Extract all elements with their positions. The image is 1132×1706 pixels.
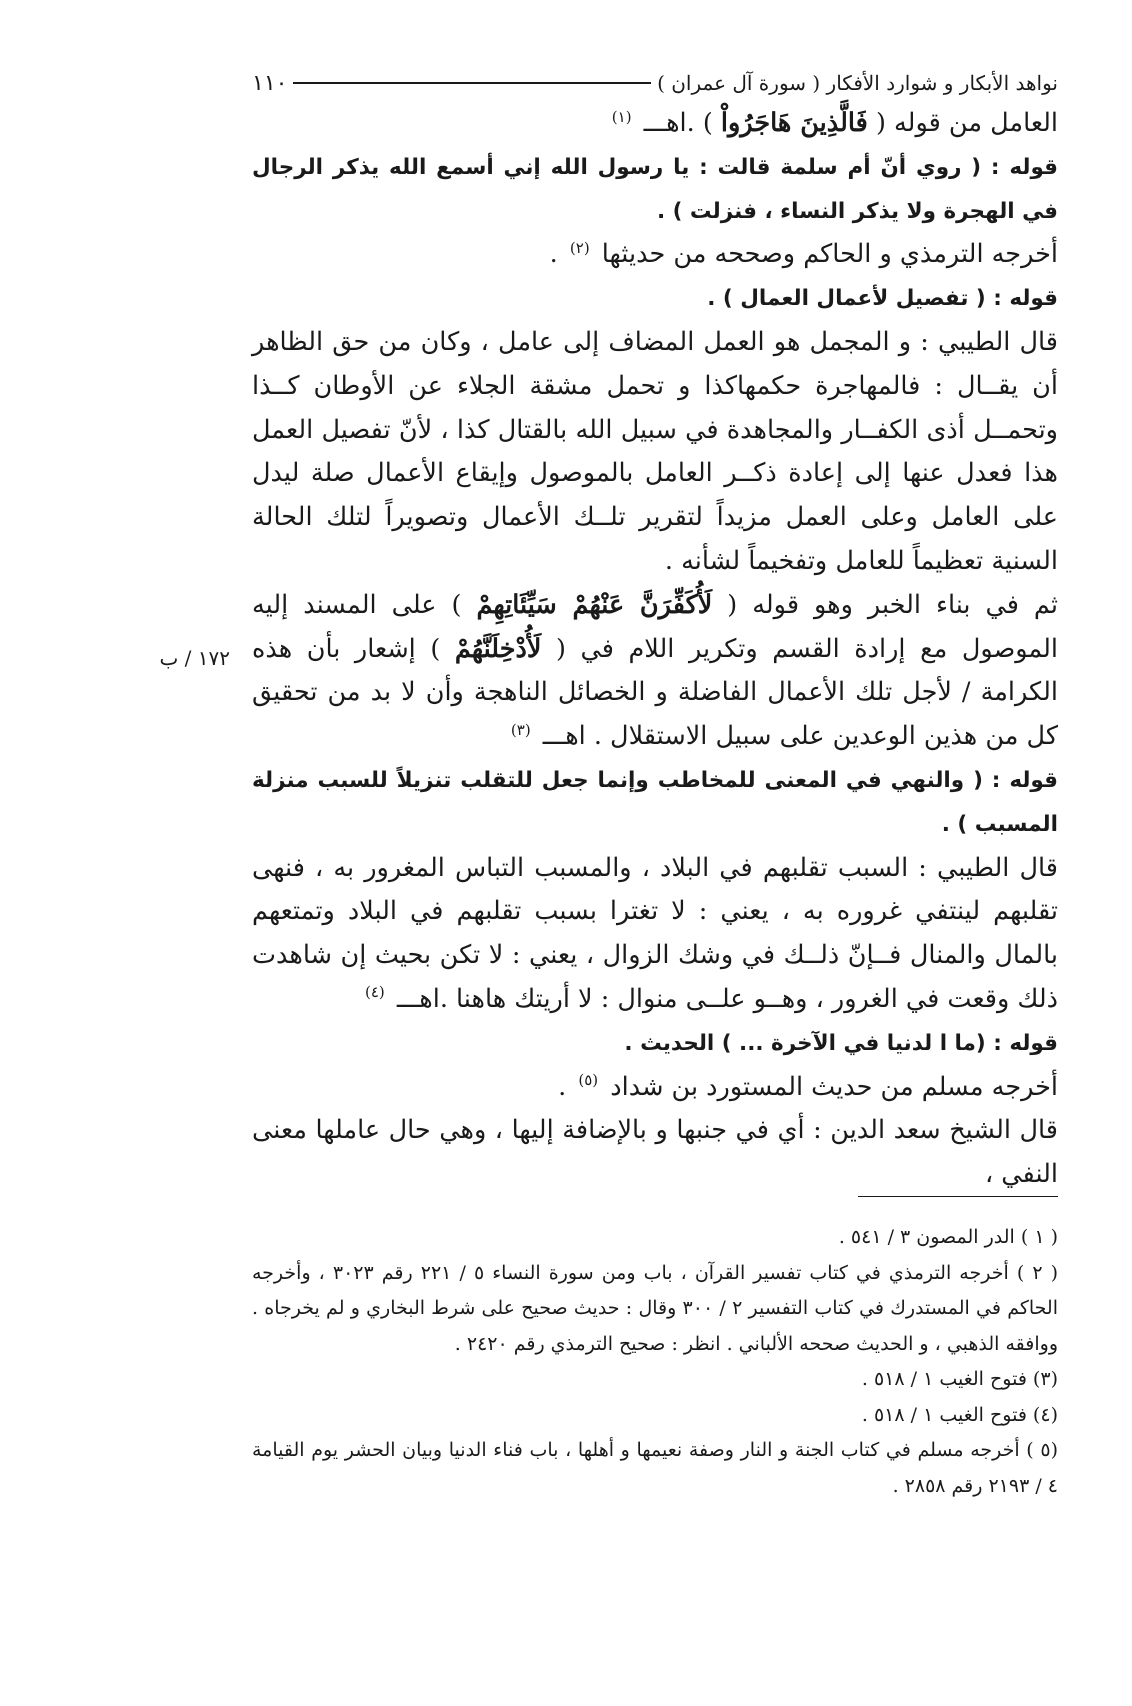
text-run: ) على المسند إليه الموصول مع إرادة القسم وتكرير اللام في ( <box>252 589 1059 664</box>
footnote-5: (٥ ) أخرجه مسلم في كتاب الجنة و النار وصفة نعيمها و أهلها ، باب فناء الدنيا وبيان الحشر يوم القيامة ٤ / ٢١٩٣ رقم ٢٨٥٨ . <box>252 1439 1058 1497</box>
footnotes <box>252 1220 1058 1504</box>
text-run: العامل من قوله ( <box>875 108 1058 138</box>
footnote-ref: (٤) <box>364 983 385 1002</box>
footnote-4: (٤) فتوح الغيب ١ / ٥١٨ . <box>861 1403 1058 1426</box>
paragraph-3: قال الطيبي : و المجمل هو العمل المضاف إلى عامل ، وكان من حق الظاهر أن يقــال : فالمهاجرة حكمهاكذا و تحمل مشقة الجلاء عن الأوطان كــذا وتحمــل أذى الكفــار والمجاهدة في سبيل الله بالقتال كذا ، لأنّ تفصيل العمل هذا فعدل عنها إلى إعادة ذكــر العامل بالموصول وإيقاع الأعمال صلة ليدل على العامل وعلى العمل مزيداً لتقرير تلــك الأعمال وتصويراً لتلك الحالة السنية تعظيماً للعامل وتفخيماً لشأنه . <box>252 326 1058 576</box>
text-run: قال الطيبي : السبب تقلبهم في البلاد ، والمسبب التباس المغرور به ، فنهى تقلبهم لينتفي غروره به ، يعني : لا تغترا بسبب تقلبهم في البلاد وتمتعهم بالمال والمنال فــإنّ ذلــك في وشك الزوال ، يعني : لا تكن بحيث إن شاهدت ذلك وقعت في الغرور ، وهــو علــى منوال : لا أريتك هاهنا .اهـــ <box>252 852 1058 1014</box>
footnote-ref: (٣) <box>510 720 531 739</box>
footnote-2: ( ٢ ) أخرجه الترمذي في كتاب تفسير القرآن ، باب ومن سورة النساء ٥ / ٢٢١ رقم ٣٠٢٣ ، وأخرجه الحاكم في المستدرك في كتاب التفسير ٢ / ٣٠٠ وقال : حديث صحيح على شرط البخاري و لم يخرجاه . ووافقه الذهبي ، و الحديث صححه الألباني . انظر : صحيح الترمذي رقم ٢٤٢٠ . <box>252 1261 1059 1355</box>
heading-qawluhu-2: قوله : ( تفصيل لأعمال العمال ) . <box>707 286 1058 312</box>
heading-qawluhu-3: قوله : ( والنهي في المعنى للمخاطب وإنما جعل للتقلب تنزيلاً للسبب منزلة المسبب ) . <box>252 767 1058 837</box>
text-run: . <box>549 239 558 270</box>
running-header <box>252 68 1058 98</box>
text-run: أخرجه مسلم من حديث المستورد بن شداد <box>610 1071 1058 1102</box>
main-text <box>252 102 1058 1197</box>
footnote-1: ( ١ ) الدر المصون ٣ / ٥٤١ . <box>838 1226 1058 1248</box>
quran-quote: فَالَّذِينَ هَاجَرُواْ <box>720 108 868 138</box>
heading-qawluhu-1: قوله : ( روي أنّ أم سلمة قالت : يا رسول الله إني أسمع الله يذكر الرجال في الهجرة ولا يذكر النساء ، فنزلت ) . <box>252 154 1058 224</box>
header-rule <box>293 82 651 84</box>
text-run: ) .اهـــ <box>643 108 713 138</box>
text-run: ثم في بناء الخبر وهو قوله ( <box>727 589 1059 620</box>
text-run: . <box>558 1071 567 1102</box>
heading-qawluhu-4: قوله : (ما ا لدنيا في الآخرة ... ) الحديث . <box>624 1030 1058 1056</box>
footnote-ref: (٥) <box>578 1071 599 1090</box>
footnote-ref: (٢) <box>569 238 590 257</box>
text-run: أخرجه الترمذي و الحاكم وصححه من حديثها <box>601 239 1058 270</box>
paragraph-1 <box>252 102 1058 146</box>
paragraph-6 <box>252 1066 1058 1110</box>
paragraph-2 <box>252 233 1058 277</box>
paragraph-5 <box>252 847 1058 1022</box>
quran-quote: لَأُدْخِلَنَّهُمْ <box>454 633 542 664</box>
text-run: ) إشعار بأن هذه الكرامة / لأجل تلك الأعمال الفاضلة و الخصائل الناهجة وأن لا بد من تحقيق كل من هذين الوعدين على سبيل الاستقلال . اهـــ <box>252 633 1058 752</box>
paragraph-4 <box>252 584 1058 759</box>
footnote-separator <box>858 1196 1058 1197</box>
footnote-3: (٣) فتوح الغيب ١ / ٥١٨ . <box>861 1368 1058 1390</box>
footnote-ref: (١) <box>611 107 632 126</box>
quran-quote: لَأُكَفِّرَنَّ عَنْهُمْ سَيِّئَاتِهِمْ <box>476 589 713 620</box>
margin-folio-note: ١٧٢ / ب <box>159 646 230 670</box>
header-book-title: نواهد الأبكار و شوارد الأفكار ( سورة آل عمران ) <box>657 71 1058 95</box>
page-number: ١١٠ <box>252 70 288 96</box>
paragraph-7: قال الشيخ سعد الدين : أي في جنبها و بالإضافة إليها ، وهي حال عاملها معنى النفي ، <box>252 1115 1058 1190</box>
